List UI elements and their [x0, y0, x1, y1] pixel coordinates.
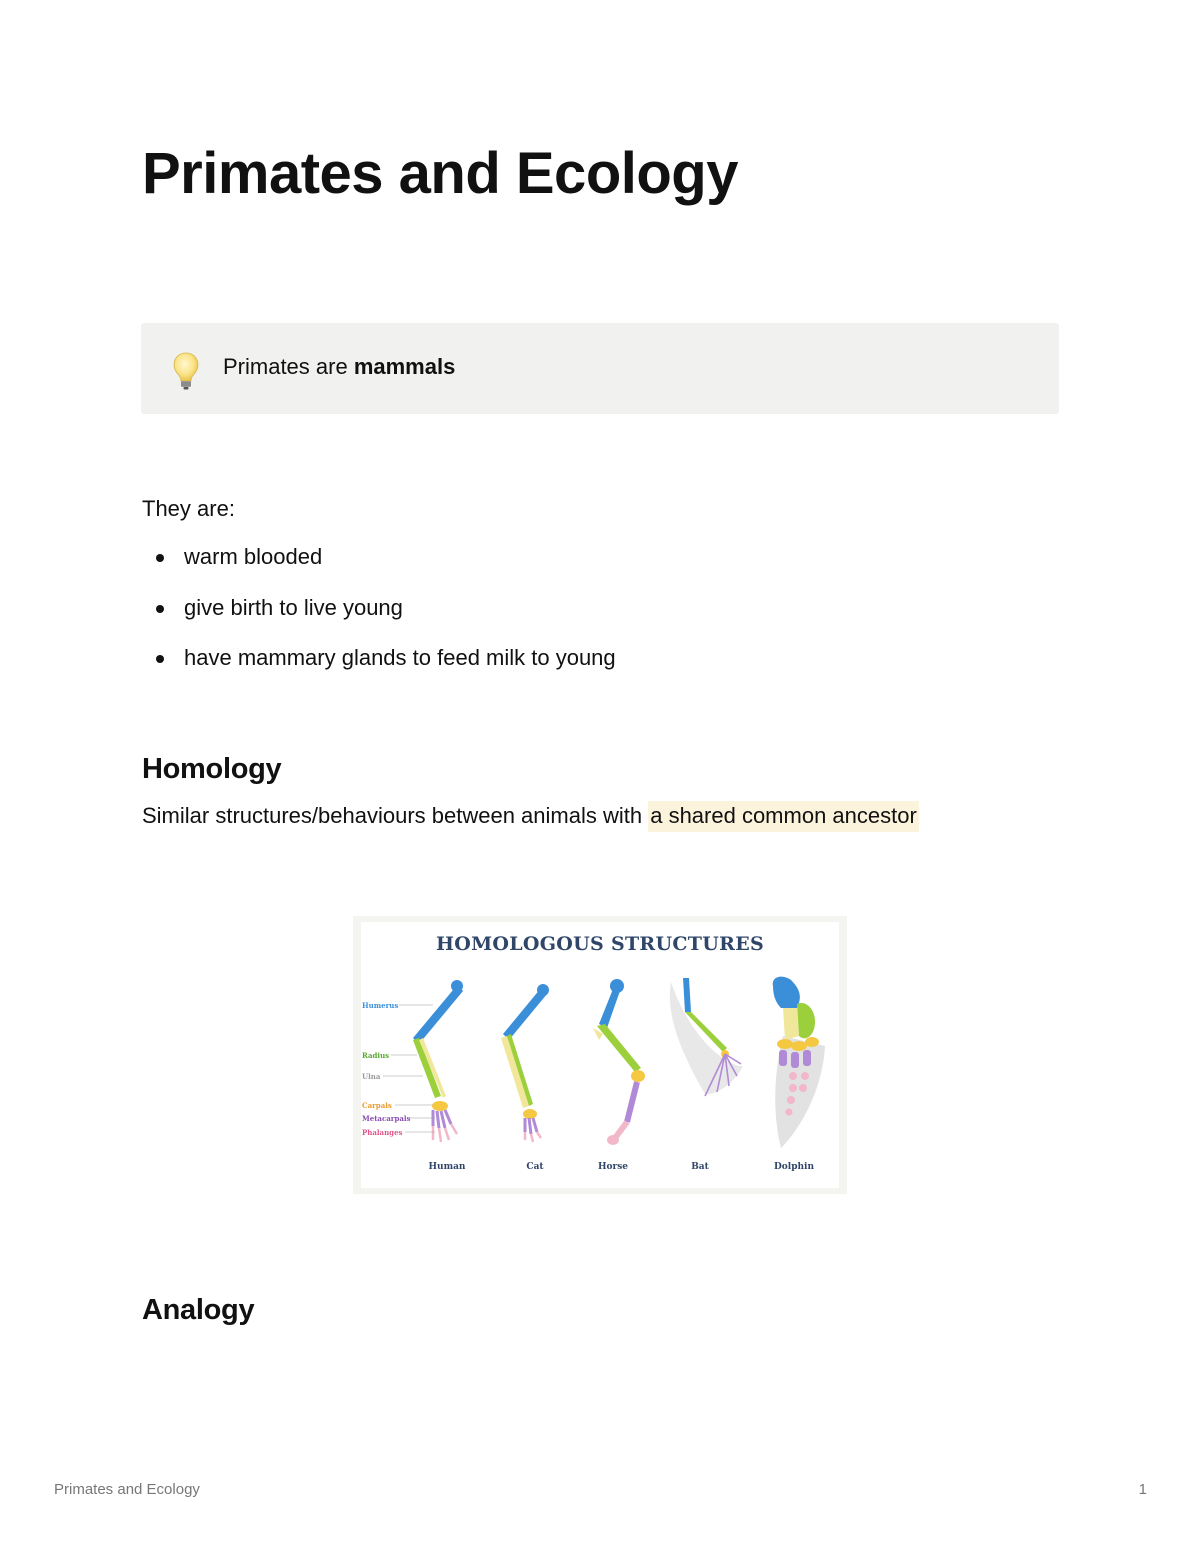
cat-limb: [501, 984, 549, 1142]
dolphin-limb: [773, 977, 825, 1148]
list-item: have mammary glands to feed milk to young: [142, 644, 616, 695]
bat-limb: [670, 978, 743, 1096]
bone-label: Radius: [362, 1051, 390, 1060]
bullet-dot: [156, 554, 164, 562]
intro-text: They are:: [142, 496, 235, 521]
list-item: give birth to live young: [142, 594, 616, 645]
animal-label: Dolphin: [773, 1162, 815, 1172]
animal-label: Human: [428, 1162, 466, 1172]
homology-definition: Similar structures/behaviours between animals with a shared common ancestor: [142, 803, 919, 829]
bone-label: Ulna: [362, 1072, 381, 1081]
list-item: warm blooded: [142, 543, 616, 594]
lightbulb-icon: [171, 351, 201, 391]
horse-limb: [593, 979, 645, 1145]
bullet-list: [142, 543, 616, 695]
bullet-dot: [156, 655, 164, 663]
footer-page-number: 1: [1138, 1481, 1147, 1498]
limb-illustration: [353, 916, 847, 1194]
animal-label: Bat: [691, 1162, 709, 1172]
callout-bold-text: mammals: [353, 354, 456, 379]
bullet-dot: [156, 605, 164, 613]
bone-label: Metacarpals: [362, 1114, 411, 1123]
animal-label: Horse: [597, 1162, 629, 1172]
heading-homology: Homology: [142, 753, 282, 785]
bone-label: Carpals: [362, 1101, 392, 1110]
heading-analogy: Analogy: [142, 1294, 255, 1326]
animal-label: Cat: [526, 1162, 544, 1172]
callout-text: Primates are mammals: [223, 354, 456, 379]
page-title: Primates and Ecology: [142, 141, 738, 206]
footer-title: Primates and Ecology: [54, 1481, 200, 1498]
callout-block: [141, 323, 1059, 414]
human-limb: [413, 980, 463, 1142]
bone-label: Humerus: [362, 1001, 399, 1010]
figure-title: HOMOLOGOUS STRUCTURES: [435, 933, 765, 955]
bone-label: Phalanges: [362, 1128, 403, 1137]
homologous-structures-image: [353, 916, 847, 1194]
highlighted-text: a shared common ancestor: [648, 801, 919, 832]
